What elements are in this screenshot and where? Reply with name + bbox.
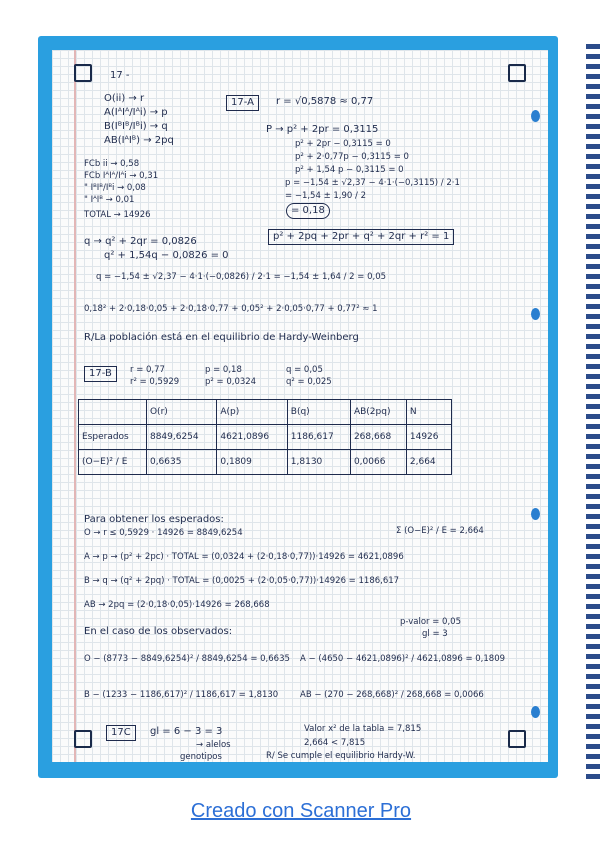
- equation-line: q → q² + 2qr = 0,0826: [84, 236, 197, 247]
- equation-line: O → r ≤ 0,5929 · 14926 = 8849,6254: [84, 528, 243, 538]
- scanner-pro-link[interactable]: Creado con Scanner Pro: [190, 800, 412, 822]
- table-cell: 8849,6254: [146, 425, 216, 450]
- genotype-line: A(IᴬIᴬ/Iᴬi) → p: [104, 107, 168, 118]
- table-row: [79, 425, 452, 450]
- annotation: genotipos: [180, 752, 222, 762]
- conclusion-line: R/La población está en el equilibrio de Hardy-Weinberg: [84, 332, 359, 343]
- binder-hole: [531, 706, 540, 718]
- table-cell: 1186,617: [287, 425, 350, 450]
- equation-line: p² + 1,54 p − 0,3115 = 0: [295, 165, 404, 175]
- chi-table-value: Valor x² de la tabla = 7,815: [304, 724, 422, 734]
- page-number: 17 -: [110, 70, 130, 81]
- comparison-line: 2,664 < 7,815: [304, 738, 366, 748]
- value-line: q² = 0,025: [286, 377, 332, 387]
- frequency-line: " IᴮIᴮ/Iᴮi → 0,08: [84, 183, 146, 193]
- table-row: [79, 450, 452, 475]
- equation-line: P → p² + 2pr = 0,3115: [266, 124, 379, 135]
- chi-term-line: B − (1233 − 1186,617)² / 1186,617 = 1,8130: [84, 690, 279, 700]
- value-line: p² = 0,0324: [205, 377, 257, 387]
- frequency-line: FCb IᴬIᴬ/Iᴬi → 0,31: [84, 171, 159, 181]
- exercise-label: 17-B: [84, 366, 117, 382]
- scan-corner-marker: [508, 64, 526, 82]
- table-cell: 0,0066: [350, 450, 406, 475]
- expected-values-table: [78, 399, 452, 475]
- frequency-line: " IᴬIᴮ → 0,01: [84, 195, 135, 205]
- equation-line: A → p → (p² + 2pc) · TOTAL = (0,0324 + (2·0,18·0,77))·14926 = 4621,0896: [84, 552, 404, 562]
- final-conclusion: R/ Se cumple el equilibrio Hardy-W.: [266, 751, 416, 761]
- result-value: = 0,18: [286, 203, 330, 219]
- equation-line: AB → 2pq = (2·0,18·0,05)·14926 = 268,668: [84, 600, 270, 610]
- table-cell: 2,664: [406, 450, 451, 475]
- frequency-line: FCb ii → 0,58: [84, 159, 140, 169]
- table-row: [79, 400, 452, 425]
- footer: [0, 800, 602, 823]
- value-line: q = 0,05: [286, 365, 323, 375]
- equation-line: q = −1,54 ± √2,37 − 4·1·(−0,0826) / 2·1 = −1,54 ± 1,64 / 2 = 0,05: [96, 272, 387, 282]
- table-cell: O(r): [146, 400, 216, 425]
- value-line: r² = 0,5929: [130, 377, 180, 387]
- table-cell: 4621,0896: [217, 425, 287, 450]
- binder-hole: [531, 508, 540, 520]
- table-cell: Esperados: [79, 425, 147, 450]
- equation-line: p² + 2pr − 0,3115 = 0: [295, 139, 391, 149]
- value-line: r = 0,77: [130, 365, 165, 375]
- equation-line: B → q → (q² + 2pq) · TOTAL = (0,0025 + (2·0,05·0,77))·14926 = 1186,617: [84, 576, 400, 586]
- annotation: → alelos: [196, 740, 231, 750]
- table-cell: A(p): [217, 400, 287, 425]
- table-cell: 0,1809: [217, 450, 287, 475]
- table-cell: 0,6635: [146, 450, 216, 475]
- p-value-line: p-valor = 0,05: [400, 617, 461, 627]
- total-line: TOTAL → 14926: [84, 210, 151, 220]
- spiral-binding: [586, 44, 600, 784]
- table-cell: 1,8130: [287, 450, 350, 475]
- table-cell: AB(2pq): [350, 400, 406, 425]
- hardy-weinberg-formula: p² + 2pq + 2pr + q² + 2qr + r² = 1: [268, 229, 454, 245]
- section-heading: Para obtener los esperados:: [84, 514, 224, 525]
- chi-term-line: A − (4650 − 4621,0896)² / 4621,0896 = 0,1809: [300, 654, 506, 664]
- df-line: gl = 3: [422, 629, 448, 639]
- table-cell: [79, 400, 147, 425]
- margin-line: [74, 50, 76, 762]
- binder-hole: [531, 308, 540, 320]
- table-cell: (O−E)² / E: [79, 450, 147, 475]
- exercise-label: 17-A: [226, 95, 259, 111]
- value-line: p = 0,18: [205, 365, 242, 375]
- genotype-line: B(IᴮIᴮ/Iᴮi) → q: [104, 121, 168, 132]
- table-cell: 268,668: [350, 425, 406, 450]
- genotype-line: O(ii) → r: [104, 93, 145, 104]
- df-line: gl = 6 − 3 = 3: [150, 726, 223, 737]
- section-heading: En el caso de los observados:: [84, 626, 233, 637]
- equation-line: q² + 1,54q − 0,0826 = 0: [104, 250, 229, 261]
- table-cell: B(q): [287, 400, 350, 425]
- chi-term-line: O − (8773 − 8849,6254)² / 8849,6254 = 0,6635: [84, 654, 290, 664]
- binder-hole: [531, 110, 540, 122]
- scan-corner-marker: [74, 730, 92, 748]
- equation-line: p = −1,54 ± √2,37 − 4·1·(−0,3115) / 2·1: [285, 178, 460, 188]
- table-cell: 14926: [406, 425, 451, 450]
- chi-square-sum: Σ (O−E)² / E = 2,664: [396, 526, 484, 536]
- equation-line: r = √0,5878 ≈ 0,77: [276, 96, 374, 107]
- chi-term-line: AB − (270 − 268,668)² / 268,668 = 0,0066: [300, 690, 484, 700]
- scan-corner-marker: [74, 64, 92, 82]
- scan-corner-marker: [508, 730, 526, 748]
- equation-line: 0,18² + 2·0,18·0,05 + 2·0,18·0,77 + 0,05² + 2·0,05·0,77 + 0,77² ≈ 1: [84, 304, 378, 314]
- exercise-label: 17C: [106, 725, 136, 741]
- equation-line: = −1,54 ± 1,90 / 2: [285, 191, 366, 201]
- equation-line: p² + 2·0,77p − 0,3115 = 0: [295, 152, 409, 162]
- table-cell: N: [406, 400, 451, 425]
- genotype-line: AB(IᴬIᴮ) → 2pq: [104, 135, 174, 146]
